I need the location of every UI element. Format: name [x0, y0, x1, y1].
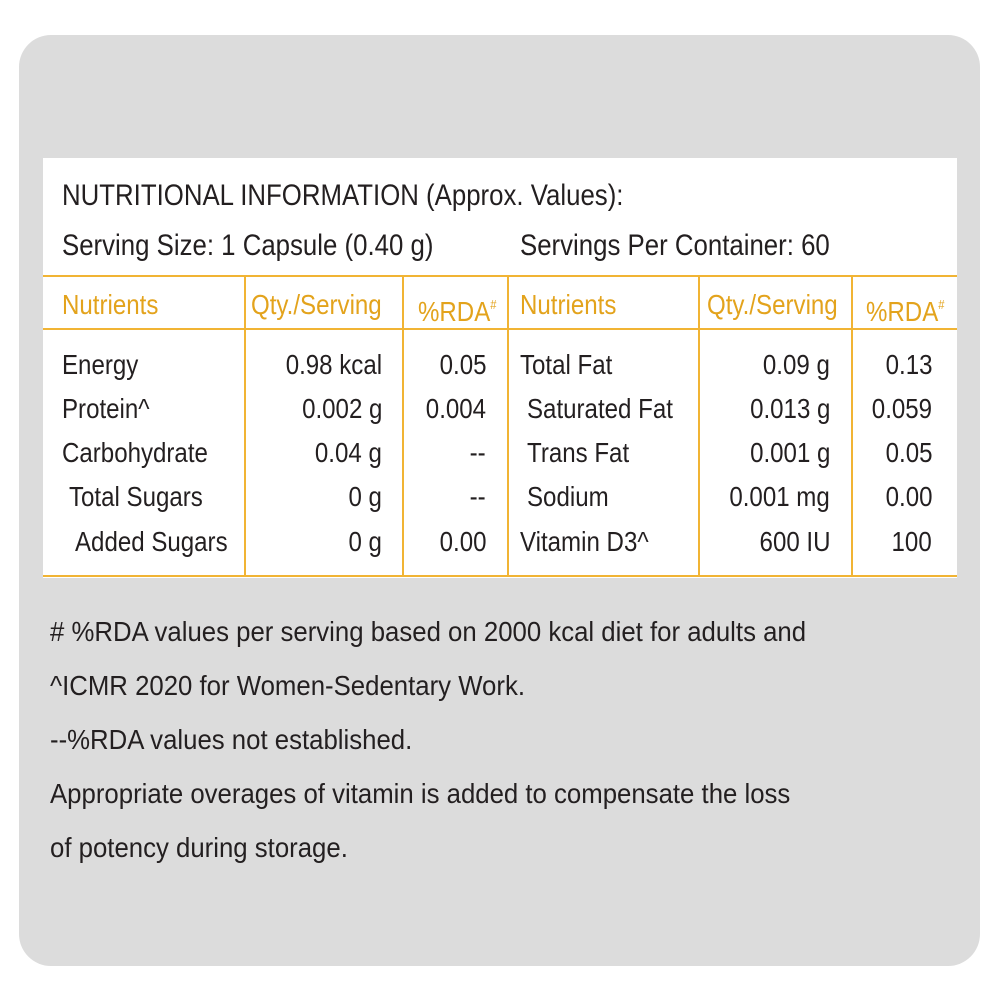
table-divider — [507, 275, 509, 577]
nutrient-rda: 0.059 — [871, 393, 932, 424]
table-divider — [402, 275, 404, 577]
nutrient-qty: 0.002 g — [301, 393, 382, 424]
nutrition-title: NUTRITIONAL INFORMATION (Approx. Values): — [62, 179, 624, 212]
nutrient-qty: 0.98 kcal — [285, 349, 382, 380]
header-qty-serving: Qty./Serving — [707, 289, 838, 320]
footnote-line: ^ICMR 2020 for Women-Sedentary Work. — [50, 670, 525, 701]
nutrient-name: Total Fat — [520, 349, 613, 380]
footnotes — [50, 605, 906, 875]
nutrient-qty: 0.001 g — [749, 437, 830, 468]
nutrient-name: Saturated Fat — [527, 393, 673, 424]
nutrient-qty: 0.001 mg — [729, 481, 830, 512]
nutrient-rda: 0.05 — [439, 349, 486, 380]
nutrient-rda: 0.004 — [425, 393, 486, 424]
table-bottom-rule — [43, 575, 957, 577]
servings-per-container: Servings Per Container: 60 — [520, 229, 830, 262]
table-divider — [698, 275, 700, 577]
nutrient-name: Vitamin D3^ — [520, 526, 649, 557]
rda-footnote-mark: # — [938, 297, 945, 312]
header-nutrients: Nutrients — [520, 289, 617, 320]
nutrient-rda: 0.13 — [885, 349, 932, 380]
nutrient-qty: 0 g — [348, 526, 382, 557]
table-divider — [244, 275, 246, 577]
nutrient-rda: 0.00 — [885, 481, 932, 512]
nutrient-name: Energy — [62, 349, 139, 380]
footnote-line: # %RDA values per serving based on 2000 kcal diet for adults and — [50, 616, 807, 647]
header-rda: %RDA# — [866, 296, 945, 327]
table-header-rule — [43, 328, 957, 330]
nutrient-qty: 0.013 g — [749, 393, 830, 424]
nutrient-qty: 0.04 g — [315, 437, 382, 468]
nutrient-rda: -- — [469, 437, 486, 468]
header-qty-serving: Qty./Serving — [251, 289, 382, 320]
footnote-line: --%RDA values not established. — [50, 724, 413, 755]
rda-footnote-mark: # — [490, 297, 497, 312]
footnote-line: Appropriate overages of vitamin is added to compensate the loss — [50, 778, 791, 809]
nutrient-rda: 0.00 — [439, 526, 486, 557]
table-top-rule — [43, 275, 957, 277]
nutrient-name: Protein^ — [62, 393, 150, 424]
nutrient-name: Sodium — [527, 481, 609, 512]
nutrient-rda: -- — [469, 481, 486, 512]
nutrient-name: Added Sugars — [75, 526, 228, 557]
nutrient-rda: 100 — [891, 526, 932, 557]
nutrient-name: Trans Fat — [527, 437, 630, 468]
footnote-line: of potency during storage. — [50, 832, 348, 863]
nutrient-qty: 600 IU — [759, 526, 830, 557]
nutrient-name: Carbohydrate — [62, 437, 208, 468]
nutrient-rda: 0.05 — [885, 437, 932, 468]
nutrient-qty: 0.09 g — [763, 349, 830, 380]
header-nutrients: Nutrients — [62, 289, 159, 320]
nutrient-qty: 0 g — [348, 481, 382, 512]
nutrient-name: Total Sugars — [69, 481, 203, 512]
serving-size: Serving Size: 1 Capsule (0.40 g) — [62, 229, 434, 262]
table-divider — [851, 275, 853, 577]
header-rda: %RDA# — [418, 296, 497, 327]
